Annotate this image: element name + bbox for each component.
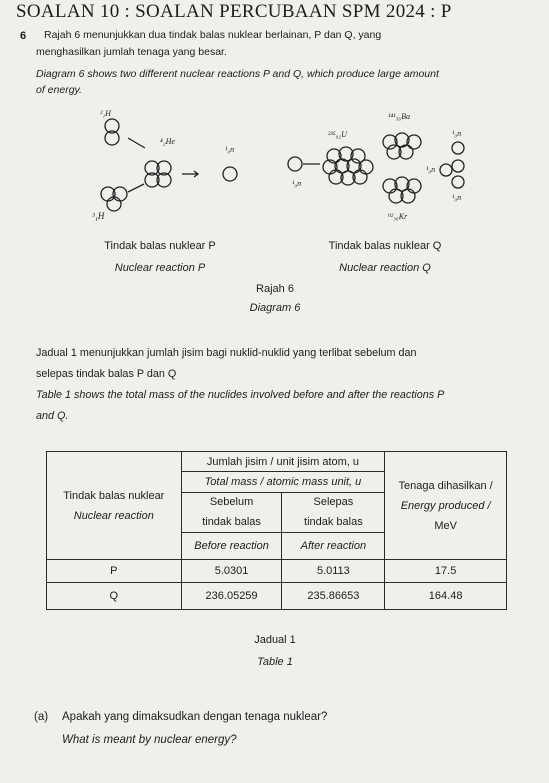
energy-header-english: Energy produced /: [400, 499, 491, 512]
svg-text:⁴₂He: ⁴₂He: [160, 137, 175, 146]
after-header-sub: tindak balas: [304, 516, 363, 529]
intro-text-english-1: Table 1 shows the total mass of the nuclides involved before and after the reactions P: [36, 389, 445, 401]
nuclear-reactions-diagram: [90, 104, 510, 234]
svg-text:¹⁴¹₅₆Ba: ¹⁴¹₅₆Ba: [388, 112, 411, 121]
intro-text-malay-2: selepas tindak balas P dan Q: [36, 368, 177, 380]
reaction-q-label-malay: Tindak balas nuklear Q: [328, 240, 442, 252]
intro-text-malay-1: Jadual 1 menunjukkan jumlah jisim bagi nuklid-nuklid yang terlibat sebelum dan: [36, 347, 417, 359]
svg-text:⁹²₃₆Kr: ⁹²₃₆Kr: [388, 212, 408, 221]
col-header-reaction-english: Nuclear reaction: [73, 509, 154, 522]
diagram-caption-english: Diagram 6: [249, 302, 301, 314]
row-after: 235.86653: [282, 582, 385, 609]
reaction-p-label-english: Nuclear reaction P: [114, 262, 206, 274]
row-before: 236.05259: [181, 582, 282, 609]
before-header-malay: Sebelum: [209, 496, 254, 509]
energy-header-malay: Tenaga dihasilkan /: [398, 479, 493, 492]
part-a-label: (a): [34, 711, 49, 723]
reaction-q-label-english: Nuclear reaction Q: [339, 262, 431, 274]
row-reaction: Q: [47, 582, 182, 609]
table-caption-english: Table 1: [257, 656, 293, 668]
mass-header-english: Total mass / atomic mass unit, u: [181, 472, 385, 492]
svg-text:¹₀n: ¹₀n: [452, 193, 462, 202]
reaction-p-label-malay: Tindak balas nuklear P: [104, 240, 216, 252]
svg-text:²₁H: ²₁H: [100, 109, 111, 118]
svg-text:²³⁵₉₂U: ²³⁵₉₂U: [328, 130, 347, 139]
after-header-malay: Selepas: [313, 496, 354, 509]
table-row: [47, 560, 507, 583]
diagram-caption-malay: Rajah 6: [256, 283, 294, 295]
col-header-after: [282, 492, 385, 533]
mass-table: [46, 451, 507, 610]
intro-text-english-2: and Q.: [36, 410, 69, 422]
question-text-malay-2: menghasilkan jumlah tenaga yang besar.: [36, 46, 227, 58]
row-before: 5.0301: [181, 560, 282, 583]
row-reaction: P: [47, 560, 182, 583]
energy-header-unit: MeV: [434, 519, 457, 532]
after-header-english: After reaction: [282, 533, 385, 560]
svg-text:¹₀n: ¹₀n: [426, 165, 436, 174]
svg-text:³₁H: ³₁H: [92, 211, 105, 221]
col-header-reaction-malay: Tindak balas nuklear: [63, 489, 165, 502]
table-caption-malay: Jadual 1: [254, 634, 296, 646]
mass-header-malay: Jumlah jisim / unit jisim atom, u: [181, 452, 385, 472]
col-header-energy: [385, 452, 507, 560]
question-number: 6: [20, 30, 27, 42]
col-header-before: [181, 492, 282, 533]
row-energy: 17.5: [385, 560, 507, 583]
svg-text:¹₀n: ¹₀n: [225, 145, 235, 154]
svg-text:¹₀n: ¹₀n: [452, 129, 462, 138]
part-a-question-english: What is meant by nuclear energy?: [62, 734, 237, 746]
row-energy: 164.48: [385, 582, 507, 609]
col-header-reaction: [47, 452, 182, 560]
question-text-malay-1: Rajah 6 menunjukkan dua tindak balas nuklear berlainan, P dan Q, yang: [44, 29, 382, 41]
reaction-p-illustration: [92, 109, 237, 221]
question-text-english-1: Diagram 6 shows two different nuclear reactions P and Q, which produce large amount: [36, 68, 439, 80]
table-row: [47, 582, 507, 609]
part-a-question-malay: Apakah yang dimaksudkan dengan tenaga nuklear?: [62, 711, 328, 723]
before-header-sub: tindak balas: [202, 516, 261, 529]
svg-text:¹₀n: ¹₀n: [292, 179, 302, 188]
question-text-english-2: of energy.: [36, 84, 82, 96]
before-header-english: Before reaction: [181, 533, 282, 560]
row-after: 5.0113: [282, 560, 385, 583]
page-header: SOALAN 10 : SOALAN PERCUBAAN SPM 2024 : P: [16, 1, 452, 22]
reaction-q-illustration: [288, 112, 464, 221]
